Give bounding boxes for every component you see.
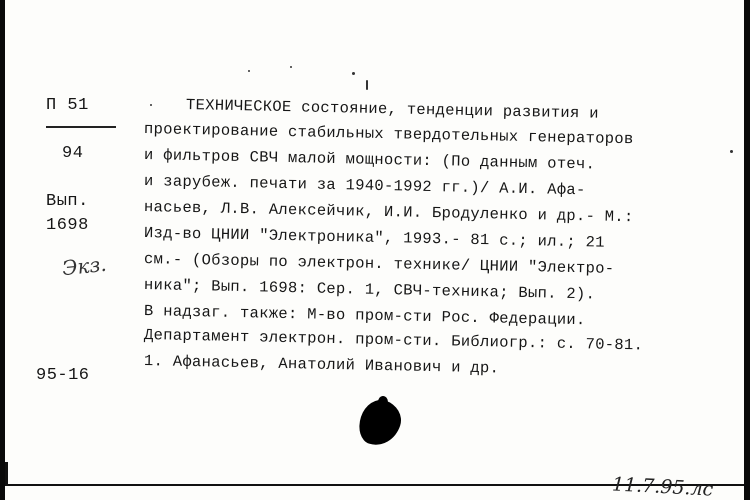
- class-code: П 51: [46, 96, 89, 115]
- scan-speck: [150, 104, 152, 106]
- ink-blot-tip: [378, 396, 388, 408]
- handwritten-cutter-mark: Экз.: [60, 251, 108, 281]
- scan-speck: [366, 80, 368, 90]
- entry-line-5: насьев, Л.В. Алексейчик, И.И. Бродуленко и др.- М.:: [143, 198, 634, 227]
- class-number: 94: [62, 144, 84, 163]
- shelfmark-rule: [46, 126, 116, 128]
- entry-line-7: см.- (Обзоры по электрон. технике/ ЦНИИ "Электро-: [143, 250, 615, 278]
- scan-speck: [352, 72, 355, 75]
- accession-number: 95-16: [36, 366, 90, 385]
- entry-line-8: ника"; Вып. 1698: Сер. 1, СВЧ-техника; Вып. 2).: [143, 276, 596, 304]
- card-bottom-tick: [5, 462, 8, 486]
- entry-line-3: и фильтров СВЧ малой мощности: (По данным отеч.: [143, 146, 596, 174]
- entry-line-9: В надзаг. также: М-во пром-сти Рос. Федерации.: [143, 302, 586, 330]
- handwritten-date: 11.7.95.лс: [611, 473, 714, 501]
- scan-speck: [730, 150, 733, 153]
- scan-speck: [290, 66, 292, 68]
- card-left-edge: [0, 0, 5, 500]
- entry-line-10: Департамент электрон. пром-сти. Библиогр.: с. 70-81.: [143, 326, 644, 355]
- entry-line-6: Изд-во ЦНИИ "Электроника", 1993.- 81 с.; ил.; 21: [143, 224, 605, 252]
- series-label: Вып.: [46, 192, 89, 211]
- entry-line-11: 1. Афанасьев, Анатолий Иванович и др.: [143, 352, 500, 378]
- series-number: 1698: [46, 216, 89, 235]
- scan-speck: [248, 70, 250, 72]
- entry-line-4: и зарубеж. печати за 1940-1992 гг.)/ А.И. Афа-: [143, 172, 586, 200]
- card-right-edge: [744, 0, 750, 500]
- entry-line-1: ТЕХНИЧЕСКОЕ состояние, тенденции развития и: [185, 96, 599, 123]
- entry-line-2: проектирование стабильных твердотельных генераторов: [143, 120, 634, 149]
